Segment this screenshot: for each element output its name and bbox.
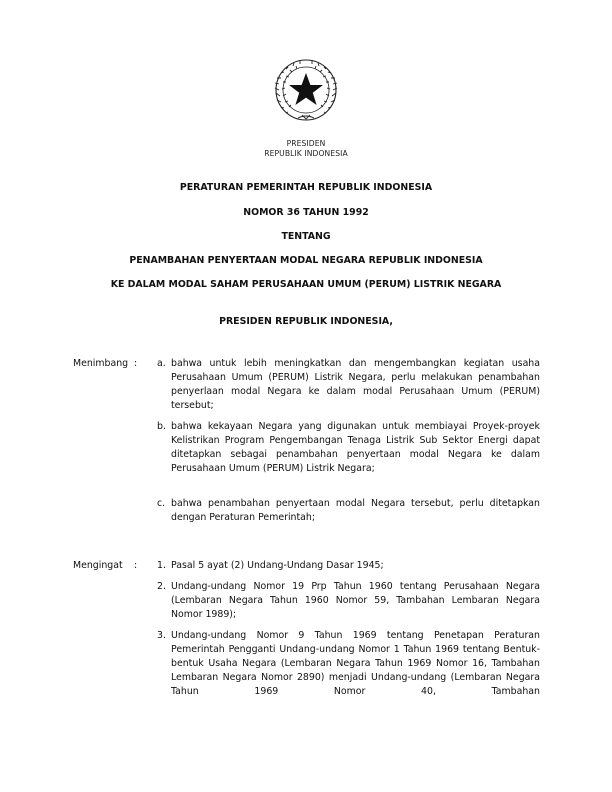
regulation-subject-line2: KE DALAM MODAL SAHAM PERUSAHAAN UMUM (PERUM) LISTRIK NEGARA	[110, 279, 502, 290]
regulation-number: NOMOR 36 TAHUN 1992	[243, 207, 369, 218]
regulation-title: PERATURAN PEMERINTAH REPUBLIK INDONESIA	[179, 182, 433, 193]
item-marker: a.	[157, 358, 166, 369]
item-marker: 2.	[157, 581, 166, 592]
item-text: bahwa untuk lebih meningkatkan dan mengembangkan kegiatan usaha Perusahaan Umum (PERUM) Listrik Negara, perlu melakukan penambahan penyerlaan modal Negara ke dalam modal Perusahaan Umum (PERUM) tersebut;	[171, 358, 540, 411]
mengingat-label: Mengingat	[73, 560, 123, 571]
menimbang-colon: :	[134, 358, 138, 369]
item-marker: 1.	[157, 560, 166, 571]
item-marker: b.	[157, 421, 166, 432]
mengingat-item-2	[157, 580, 540, 622]
regulation-about: TENTANG	[281, 231, 331, 242]
item-text: bahwa kekayaan Negara yang digunakan untuk membiayai Proyek-proyek Kelistrikan Program Pengembangan Tenaga Listrik Sub Sektor Energi dapat ditetapkan sebagai penambahan penyertaan modal Negara ke dalam Perusahaan Umum (PERUM) Listrik Negara;	[171, 421, 540, 474]
enacting-authority: PRESIDEN REPUBLIK INDONESIA,	[219, 316, 393, 327]
menimbang-item-b	[157, 420, 540, 476]
item-marker: 3.	[157, 630, 166, 641]
item-marker: c.	[157, 498, 166, 509]
menimbang-item-a	[157, 357, 540, 413]
menimbang-label: Menimbang	[73, 358, 129, 369]
item-text: bahwa penambahan penyertaan modal Negara tersebut, perlu ditetapkan dengan Peraturan Pemerintah;	[171, 498, 540, 523]
emblem-caption-republic: REPUBLIK INDONESIA	[264, 149, 348, 158]
mengingat-colon: :	[134, 560, 138, 571]
regulation-subject-line1: PENAMBAHAN PENYERTAAN MODAL NEGARA REPUBLIK INDONESIA	[129, 255, 483, 266]
item-text: Pasal 5 ayat (2) Undang-Undang Dasar 1945;	[171, 560, 384, 571]
emblem-caption-president: PRESIDEN	[286, 139, 326, 148]
mengingat-item-3	[157, 629, 540, 699]
item-text: Undang-undang Nomor 9 Tahun 1969 tentang Penetapan Peraturan Pemerintah Pengganti Undang-undang Nomor 1 Tahun 1969 tentang Bentuk-bentuk Usaha Negara (Lembaran Negara Tahun 1969 Nomor 16, Tambahan Lembaran Negara Nomor 2890) menjadi Undang-undang (Lembaran Negara Tahun 1969 Nomor 40, Tambahan	[171, 630, 540, 697]
presidential-emblem-icon	[270, 52, 342, 132]
item-text: Undang-undang Nomor 19 Prp Tahun 1960 tentang Perusahaan Negara (Lembaran Negara Tahun 1960 Nomor 59, Tambahan Lembaran Negara Nomor 1989);	[171, 581, 540, 620]
menimbang-item-c	[157, 497, 540, 525]
mengingat-item-1	[157, 559, 540, 573]
